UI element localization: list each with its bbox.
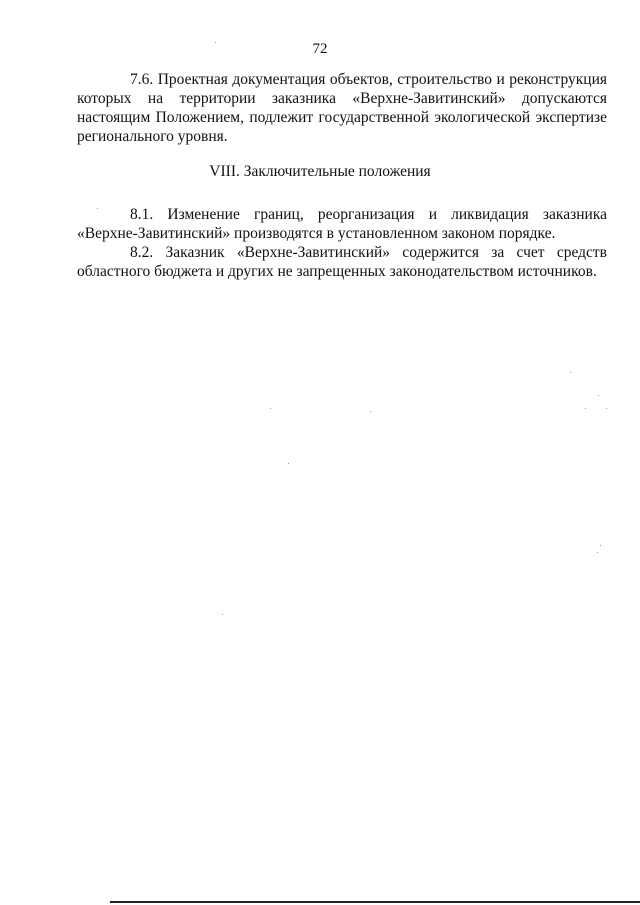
scan-speck bbox=[606, 408, 607, 409]
scan-speck bbox=[597, 552, 598, 553]
scan-speck bbox=[288, 463, 289, 464]
section-8-heading: VIII. Заключительные положения bbox=[209, 163, 431, 180]
scan-speck bbox=[570, 372, 571, 373]
scan-speck bbox=[600, 545, 601, 546]
scan-bottom-edge bbox=[110, 901, 640, 903]
scan-speck bbox=[270, 408, 271, 409]
section-8-body bbox=[77, 205, 607, 281]
scan-speck bbox=[215, 42, 216, 43]
clause-8-2: 8.2. Заказник «Верхне-Завитинский» содержится за счет средств областного бюджета и других не запрещенных законодательством источников. bbox=[77, 244, 607, 280]
scan-speck bbox=[222, 614, 223, 615]
page-number: 72 bbox=[312, 41, 328, 57]
clause-7-6-block bbox=[77, 70, 607, 146]
clause-7-6: 7.6. Проектная документация объектов, строительство и реконструкция которых на территории заказника «Верхне-Завитинский» допускаются настоящим Положением, подлежит государственной экологической экспертизе регионального уровня. bbox=[77, 71, 607, 145]
scan-speck bbox=[370, 411, 371, 412]
scan-speck bbox=[598, 395, 599, 396]
scan-speck bbox=[97, 208, 98, 209]
scan-speck bbox=[585, 408, 586, 409]
clause-8-1: 8.1. Изменение границ, реорганизация и ликвидация заказника «Верхне-Завитинский» производятся в установленном законом порядке. bbox=[77, 206, 607, 242]
